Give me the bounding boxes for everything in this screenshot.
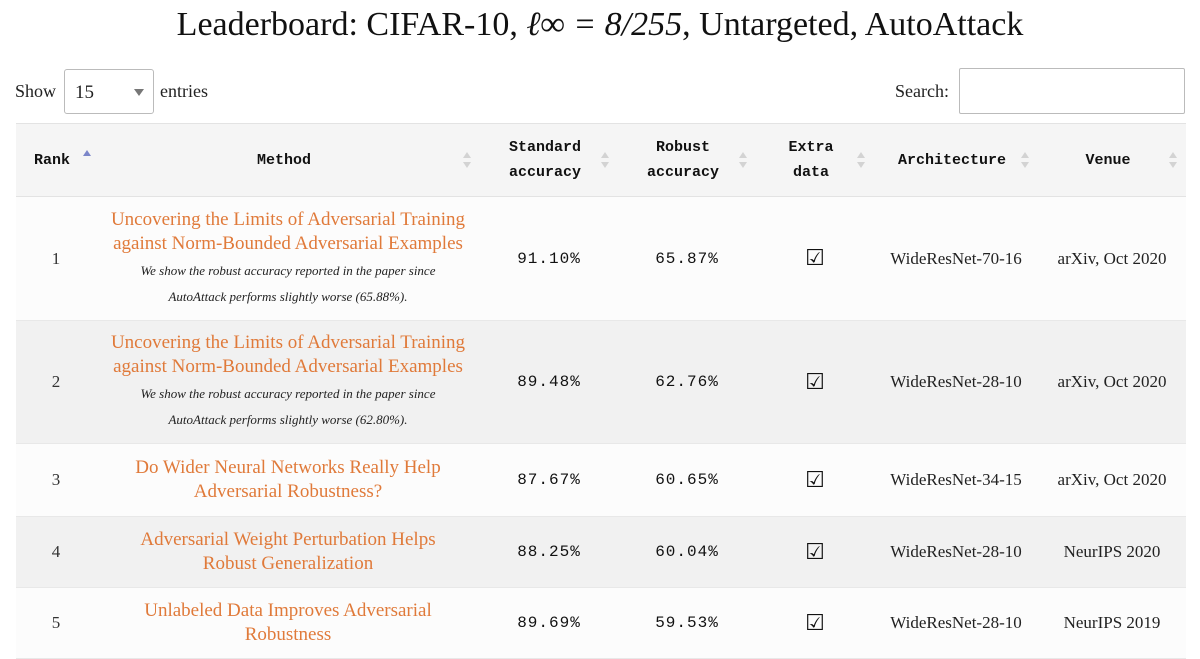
column-header-label: data [792, 164, 829, 181]
sort-icon[interactable] [738, 150, 748, 170]
robust-accuracy-cell: 65.87% [618, 197, 756, 321]
table-row [16, 444, 1186, 517]
title-prefix: Leaderboard: CIFAR-10, [176, 6, 527, 43]
entries-control [15, 67, 208, 115]
method-link[interactable] [102, 456, 474, 504]
entries-select-value: 15 [75, 81, 95, 103]
leaderboard-table [16, 123, 1186, 659]
table-row [16, 197, 1186, 321]
extra-data-cell [756, 588, 874, 659]
column-header-standard-accuracy[interactable] [480, 124, 618, 197]
column-header-label: accuracy [646, 164, 719, 181]
checkbox-checked-icon: ☑ [805, 369, 825, 395]
method-cell [96, 197, 480, 321]
robust-accuracy-cell: 59.53% [618, 588, 756, 659]
rank-cell: 3 [16, 444, 96, 517]
column-header-architecture[interactable] [874, 124, 1038, 197]
column-header-label: Robust [655, 139, 710, 156]
rank-cell: 4 [16, 517, 96, 588]
method-link-line: Uncovering the Limits of Adversarial Training [110, 332, 466, 353]
sort-icon[interactable] [1168, 150, 1178, 170]
method-link-line: against Norm-Bounded Adversarial Examples [113, 232, 463, 254]
entries-label: entries [160, 80, 208, 101]
rank-cell: 5 [16, 588, 96, 659]
extra-data-cell [756, 444, 874, 517]
method-cell [96, 588, 480, 659]
chevron-down-icon [134, 89, 144, 96]
column-header-label: Extra [788, 139, 834, 156]
column-header-rank[interactable] [16, 124, 96, 197]
method-note-line: We show the robust accuracy reported in the paper since [140, 386, 436, 401]
sort-icon[interactable] [600, 150, 610, 170]
sort-icon[interactable] [1020, 150, 1030, 170]
method-link-line: Do Wider Neural Networks Really Help [135, 457, 441, 478]
method-link-line: Adversarial Robustness? [193, 481, 383, 502]
checkbox-checked-icon: ☑ [805, 610, 825, 636]
entries-select[interactable] [64, 69, 154, 114]
column-header-label: Venue [1085, 151, 1131, 169]
show-label: Show [15, 80, 57, 101]
method-link[interactable] [102, 331, 474, 379]
method-cell [96, 517, 480, 588]
sort-icon[interactable] [462, 150, 472, 170]
method-link[interactable] [102, 528, 474, 576]
search-label: Search: [895, 80, 949, 101]
search-input[interactable] [959, 68, 1185, 114]
venue-cell: NeurIPS 2019 [1038, 588, 1186, 659]
extra-data-cell [756, 197, 874, 321]
method-link[interactable] [102, 208, 474, 256]
venue-cell: arXiv, Oct 2020 [1038, 197, 1186, 321]
column-header-method[interactable] [96, 124, 480, 197]
architecture-cell: WideResNet-28-10 [874, 517, 1038, 588]
column-header-venue[interactable] [1038, 124, 1186, 197]
column-header-label: accuracy [508, 164, 581, 181]
extra-data-cell [756, 321, 874, 444]
sort-icon[interactable] [856, 150, 866, 170]
column-header-label: Method [256, 151, 311, 169]
column-header-label: Standard [508, 139, 581, 156]
architecture-cell: WideResNet-70-16 [874, 197, 1038, 321]
venue-cell: arXiv, Oct 2020 [1038, 321, 1186, 444]
robust-accuracy-cell: 60.65% [618, 444, 756, 517]
search-control [895, 67, 1185, 115]
method-link-line: Robustness [244, 624, 332, 645]
extra-data-cell [756, 517, 874, 588]
title-math: ℓ∞ = 8/255 [526, 6, 683, 43]
column-header-label: Architecture [897, 151, 1007, 169]
table-header-row [16, 124, 1186, 197]
standard-accuracy-cell: 89.48% [480, 321, 618, 444]
robust-accuracy-cell: 60.04% [618, 517, 756, 588]
method-cell [96, 444, 480, 517]
method-note-line: AutoAttack performs slightly worse (65.88%). [168, 288, 408, 304]
method-link-line: against Norm-Bounded Adversarial Examples [113, 356, 463, 377]
column-header-extra-data[interactable] [756, 124, 874, 197]
method-note [102, 258, 474, 310]
venue-cell: NeurIPS 2020 [1038, 517, 1186, 588]
method-link-line: Adversarial Weight Perturbation Helps [140, 529, 436, 550]
table-row [16, 588, 1186, 659]
column-header-robust-accuracy[interactable] [618, 124, 756, 197]
rank-cell: 1 [16, 197, 96, 321]
venue-cell: arXiv, Oct 2020 [1038, 444, 1186, 517]
page-title [0, 0, 1200, 52]
architecture-cell: WideResNet-34-15 [874, 444, 1038, 517]
robust-accuracy-cell: 62.76% [618, 321, 756, 444]
standard-accuracy-cell: 87.67% [480, 444, 618, 517]
title-suffix: , Untargeted, AutoAttack [682, 6, 1024, 43]
sort-ascending-icon[interactable] [82, 148, 92, 168]
checkbox-checked-icon: ☑ [805, 539, 825, 565]
method-link-line: Uncovering the Limits of Adversarial Training [110, 208, 466, 230]
architecture-cell: WideResNet-28-10 [874, 321, 1038, 444]
table-row [16, 517, 1186, 588]
checkbox-checked-icon: ☑ [805, 467, 825, 493]
method-note-line: AutoAttack performs slightly worse (62.80%). [168, 412, 408, 427]
standard-accuracy-cell: 88.25% [480, 517, 618, 588]
method-link-line: Robust Generalization [202, 553, 374, 574]
standard-accuracy-cell: 89.69% [480, 588, 618, 659]
method-link-line: Unlabeled Data Improves Adversarial [144, 600, 432, 621]
checkbox-checked-icon: ☑ [805, 246, 825, 271]
rank-cell: 2 [16, 321, 96, 444]
method-link[interactable] [102, 599, 474, 647]
standard-accuracy-cell: 91.10% [480, 197, 618, 321]
method-note [102, 381, 474, 433]
method-cell [96, 321, 480, 444]
table-row [16, 321, 1186, 444]
column-header-label: Rank [33, 151, 70, 169]
architecture-cell: WideResNet-28-10 [874, 588, 1038, 659]
method-note-line: We show the robust accuracy reported in the paper since [140, 262, 436, 278]
